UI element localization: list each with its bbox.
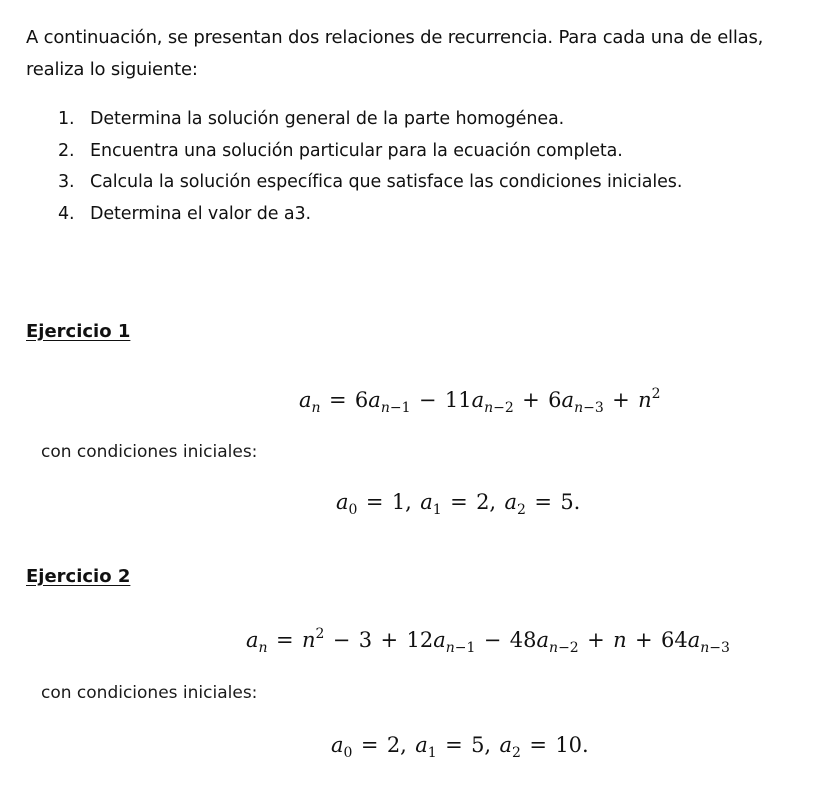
instructions-list — [58, 104, 682, 230]
list-number: 3. — [58, 172, 75, 192]
intro-paragraph: A continuación, se presentan dos relaciones de recurrencia. Para cada una de ellas, realiza lo siguiente: — [26, 27, 764, 80]
exercise-2-title: Ejercicio 2 — [26, 566, 131, 587]
list-number: 2. — [58, 140, 75, 161]
exercise-1-title: Ejercicio 1 — [26, 321, 131, 342]
list-item — [58, 104, 682, 136]
list-item-text: Determina el valor de a3. — [90, 203, 312, 224]
exercise-1-initial-conditions: $a_0 = 1$, $a_1 = 2$, $a_2 = 5$. — [336, 490, 581, 518]
exercise-2-conditions-label: con condiciones iniciales: — [41, 683, 258, 703]
exercise-2-equation: $a_n = n^2 - 3 + 12a_{n-1} - 48a_{n-2} + n + 64a_{n-3}$ — [246, 626, 730, 656]
list-item — [58, 167, 682, 199]
list-item — [58, 199, 682, 231]
list-number: 1. — [58, 109, 75, 129]
list-item-text: Calcula la solución específica que satisface las condiciones iniciales. — [90, 172, 683, 192]
exercise-1-equation: $a_n = 6a_{n-1} - 11a_{n-2} + 6a_{n-3} + n^2$ — [299, 386, 661, 416]
list-number: 4. — [58, 203, 75, 224]
exercise-2-initial-conditions: $a_0 = 2$, $a_1 = 5$, $a_2 = 10$. — [331, 733, 589, 761]
exercise-1-conditions-label: con condiciones iniciales: — [41, 442, 258, 462]
list-item — [58, 136, 682, 168]
list-item-text: Determina la solución general de la parte homogénea. — [90, 109, 565, 129]
list-item-text: Encuentra una solución particular para la ecuación completa. — [90, 140, 623, 161]
